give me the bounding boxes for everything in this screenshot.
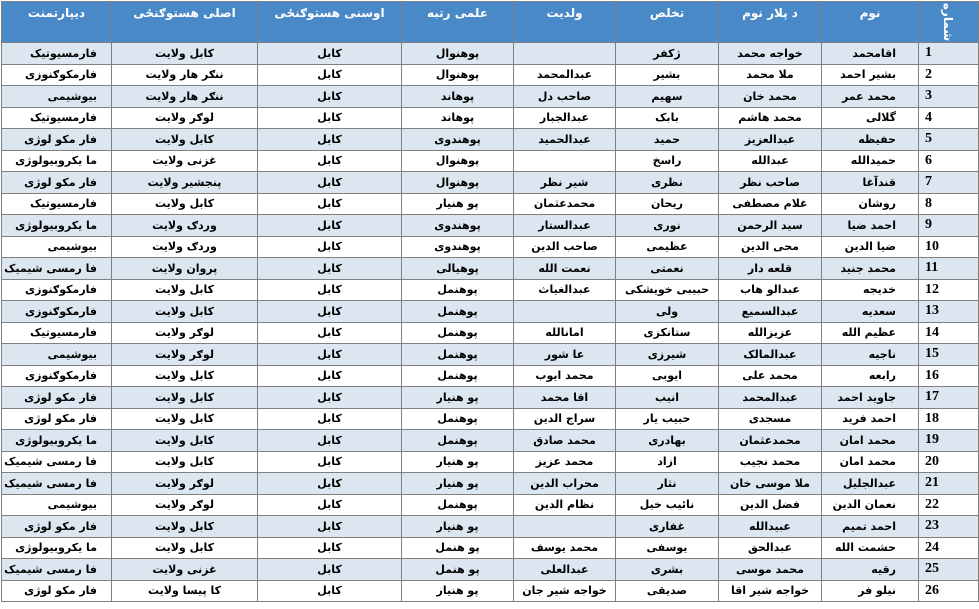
cell-father-name: عبدالمحمد (719, 387, 822, 409)
cell-pen-name: ژکفر (616, 43, 719, 65)
cell-number: 18 (919, 408, 979, 430)
cell-number: 12 (919, 279, 979, 301)
cell-name: بشیر احمد (822, 64, 919, 86)
cell-pen-name: بشیر (616, 64, 719, 86)
cell-pen-name: حمید (616, 129, 719, 151)
cell-province (514, 150, 616, 172)
cell-original-residence: کا پیسا ولایت (112, 580, 258, 602)
staff-table (1, 1, 979, 602)
table-row (2, 559, 979, 581)
cell-name: رابعه (822, 365, 919, 387)
cell-academic-rank: پوهندوی (402, 215, 514, 237)
cell-current-residence: کابل (258, 301, 402, 323)
cell-father-name: غلام مصطفی (719, 193, 822, 215)
cell-father-name: محمد موسی (719, 559, 822, 581)
cell-province: عبدالجبار (514, 107, 616, 129)
table-row (2, 451, 979, 473)
cell-pen-name: بشری (616, 559, 719, 581)
cell-original-residence: ننګر هار ولایت (112, 64, 258, 86)
table-header (2, 2, 979, 43)
cell-academic-rank: پوهنوال (402, 150, 514, 172)
cell-province: محمدعثمان (514, 193, 616, 215)
table-row (2, 193, 979, 215)
table-row (2, 537, 979, 559)
cell-academic-rank: پو هنیار (402, 387, 514, 409)
cell-province: محمد ایوب (514, 365, 616, 387)
cell-province: عبدالغیاث (514, 279, 616, 301)
cell-pen-name: شیرزی (616, 344, 719, 366)
cell-number: 21 (919, 473, 979, 495)
cell-province: عبدالعلی (514, 559, 616, 581)
cell-original-residence: کابل ولایت (112, 43, 258, 65)
cell-father-name: محمد نجیب (719, 451, 822, 473)
cell-number: 20 (919, 451, 979, 473)
cell-original-residence: کابل ولایت (112, 193, 258, 215)
cell-number: 6 (919, 150, 979, 172)
header-current-residence: اوسنی هستوګنځی (258, 2, 402, 43)
cell-department: فار مکو لوژی (2, 408, 112, 430)
cell-original-residence: پنجشیر ولایت (112, 172, 258, 194)
cell-academic-rank: پو هنیار (402, 451, 514, 473)
cell-pen-name: عظیمی (616, 236, 719, 258)
cell-academic-rank: پو هنیار (402, 193, 514, 215)
cell-father-name: محمد علی (719, 365, 822, 387)
cell-pen-name: راسخ (616, 150, 719, 172)
cell-father-name: عبدالو هاب (719, 279, 822, 301)
cell-name: محمد جنید (822, 258, 919, 280)
cell-academic-rank: پوهاند (402, 107, 514, 129)
cell-name: ضیا الدین (822, 236, 919, 258)
table-row (2, 279, 979, 301)
cell-department: بیوشیمی (2, 344, 112, 366)
cell-name: عبدالجلیل (822, 473, 919, 495)
cell-province: اقا محمد (514, 387, 616, 409)
cell-number: 26 (919, 580, 979, 602)
cell-number: 10 (919, 236, 979, 258)
cell-number: 1 (919, 43, 979, 65)
cell-academic-rank: پو هنیار (402, 473, 514, 495)
cell-original-residence: کابل ولایت (112, 537, 258, 559)
cell-name: روشان (822, 193, 919, 215)
cell-number: 2 (919, 64, 979, 86)
cell-current-residence: کابل (258, 580, 402, 602)
cell-department: فارمسیوتیک (2, 107, 112, 129)
cell-name: حفیظه (822, 129, 919, 151)
cell-current-residence: کابل (258, 43, 402, 65)
cell-department: ما یکروبیولوژی (2, 430, 112, 452)
cell-original-residence: کابل ولایت (112, 430, 258, 452)
cell-department: فارمسیوتیک (2, 43, 112, 65)
cell-academic-rank: پوهاند (402, 86, 514, 108)
cell-father-name: مسجدی (719, 408, 822, 430)
cell-name: گلالی (822, 107, 919, 129)
cell-father-name: صاحب نظر (719, 172, 822, 194)
cell-original-residence: کابل ولایت (112, 408, 258, 430)
cell-name: جاوید احمد (822, 387, 919, 409)
cell-father-name: ملا موسی خان (719, 473, 822, 495)
cell-pen-name: انیب (616, 387, 719, 409)
cell-pen-name: نثار (616, 473, 719, 495)
cell-current-residence: کابل (258, 86, 402, 108)
cell-current-residence: کابل (258, 451, 402, 473)
cell-father-name: فضل الدین (719, 494, 822, 516)
cell-province: محمد صادق (514, 430, 616, 452)
cell-academic-rank: پوهنمل (402, 494, 514, 516)
cell-pen-name: حبیبی خویشکی (616, 279, 719, 301)
cell-current-residence: کابل (258, 365, 402, 387)
cell-father-name: ملا محمد (719, 64, 822, 86)
cell-province: محراب الدین (514, 473, 616, 495)
cell-father-name: عبدالعزیز (719, 129, 822, 151)
cell-province: نظام الدین (514, 494, 616, 516)
cell-original-residence: غزنی ولایت (112, 150, 258, 172)
cell-pen-name: نعمتی (616, 258, 719, 280)
cell-current-residence: کابل (258, 150, 402, 172)
cell-number: 11 (919, 258, 979, 280)
cell-province (514, 301, 616, 323)
cell-number: 7 (919, 172, 979, 194)
cell-department: بیوشیمی (2, 236, 112, 258)
header-number-label: شماره (941, 2, 956, 42)
header-department: دیپارتمنت (2, 2, 112, 43)
cell-original-residence: کابل ولایت (112, 365, 258, 387)
table-row (2, 86, 979, 108)
cell-current-residence: کابل (258, 172, 402, 194)
cell-number: 13 (919, 301, 979, 323)
cell-academic-rank: پو هنیار (402, 516, 514, 538)
cell-current-residence: کابل (258, 236, 402, 258)
cell-original-residence: کابل ولایت (112, 129, 258, 151)
cell-current-residence: کابل (258, 279, 402, 301)
cell-number: 23 (919, 516, 979, 538)
cell-department: فا رمسی شیمیک (2, 258, 112, 280)
cell-current-residence: کابل (258, 344, 402, 366)
table-row (2, 150, 979, 172)
cell-pen-name: بابک (616, 107, 719, 129)
cell-current-residence: کابل (258, 559, 402, 581)
cell-department: فارمسیوتیک (2, 193, 112, 215)
cell-province: عبدالمحمد (514, 64, 616, 86)
cell-father-name: محمد هاشم (719, 107, 822, 129)
cell-current-residence: کابل (258, 537, 402, 559)
header-number (919, 2, 979, 43)
cell-name: حمیدالله (822, 150, 919, 172)
table-row (2, 494, 979, 516)
cell-number: 15 (919, 344, 979, 366)
cell-academic-rank: پو هنمل (402, 537, 514, 559)
cell-province: خواجه شیر جان (514, 580, 616, 602)
table-row (2, 258, 979, 280)
cell-academic-rank: پوهنمل (402, 365, 514, 387)
header-row (2, 2, 979, 43)
cell-academic-rank: پو هنیار (402, 580, 514, 602)
cell-province: شیر نظر (514, 172, 616, 194)
table-row (2, 365, 979, 387)
cell-province: صاحب دل (514, 86, 616, 108)
cell-pen-name: نوری (616, 215, 719, 237)
cell-academic-rank: پوهیالی (402, 258, 514, 280)
cell-original-residence: لوګر ولایت (112, 322, 258, 344)
cell-current-residence: کابل (258, 387, 402, 409)
cell-current-residence: کابل (258, 193, 402, 215)
cell-department: فا رمسی شیمیک (2, 473, 112, 495)
cell-father-name: عزیزالله (719, 322, 822, 344)
cell-department: بیوشیمی (2, 86, 112, 108)
cell-original-residence: لوګر ولایت (112, 494, 258, 516)
cell-father-name: عبیدالله (719, 516, 822, 538)
table-row (2, 301, 979, 323)
cell-number: 19 (919, 430, 979, 452)
cell-pen-name: نظری (616, 172, 719, 194)
table-row (2, 215, 979, 237)
cell-original-residence: پروان ولایت (112, 258, 258, 280)
header-name: نوم (822, 2, 919, 43)
cell-department: فار مکو لوژی (2, 172, 112, 194)
cell-department: فا رمسی شیمیک (2, 451, 112, 473)
cell-father-name: محمدعثمان (719, 430, 822, 452)
cell-pen-name: ریحان (616, 193, 719, 215)
table-row (2, 129, 979, 151)
cell-number: 17 (919, 387, 979, 409)
cell-current-residence: کابل (258, 430, 402, 452)
cell-current-residence: کابل (258, 408, 402, 430)
cell-name: محمد عمر (822, 86, 919, 108)
cell-name: عظیم الله (822, 322, 919, 344)
cell-pen-name: صدیقی (616, 580, 719, 602)
cell-department: فار مکو لوژی (2, 516, 112, 538)
cell-pen-name: سهیم (616, 86, 719, 108)
cell-current-residence: کابل (258, 494, 402, 516)
table-row (2, 580, 979, 602)
cell-department: ما یکروبیولوژی (2, 537, 112, 559)
cell-original-residence: کابل ولایت (112, 451, 258, 473)
cell-academic-rank: پوهنمل (402, 408, 514, 430)
cell-original-residence: لوګر ولایت (112, 344, 258, 366)
cell-original-residence: وردګ ولایت (112, 236, 258, 258)
cell-province: عا شور (514, 344, 616, 366)
cell-pen-name: حبیب یار (616, 408, 719, 430)
cell-academic-rank: پوهنمل (402, 344, 514, 366)
cell-department: فارمسیوتیک (2, 322, 112, 344)
cell-father-name: سید الرحمن (719, 215, 822, 237)
cell-current-residence: کابل (258, 516, 402, 538)
cell-department: فارمکوګنوزی (2, 365, 112, 387)
cell-name: رقیه (822, 559, 919, 581)
cell-academic-rank: پوهنمل (402, 322, 514, 344)
header-academic-rank: علمی رتبه (402, 2, 514, 43)
cell-number: 16 (919, 365, 979, 387)
cell-number: 22 (919, 494, 979, 516)
cell-academic-rank: پوهنوال (402, 172, 514, 194)
header-pen-name: تخلص (616, 2, 719, 43)
cell-name: احمد فرید (822, 408, 919, 430)
table-body (2, 43, 979, 602)
cell-original-residence: وردګ ولایت (112, 215, 258, 237)
cell-original-residence: غزنی ولایت (112, 559, 258, 581)
table-row (2, 473, 979, 495)
cell-name: احمد تمیم (822, 516, 919, 538)
cell-current-residence: کابل (258, 64, 402, 86)
cell-father-name: قلعه دار (719, 258, 822, 280)
cell-number: 25 (919, 559, 979, 581)
cell-academic-rank: پوهنمل (402, 279, 514, 301)
table-row (2, 516, 979, 538)
cell-father-name: خواجه محمد (719, 43, 822, 65)
cell-name: نعمان الدین (822, 494, 919, 516)
cell-academic-rank: پوهندوی (402, 129, 514, 151)
cell-pen-name: یوسفی (616, 537, 719, 559)
table-row (2, 430, 979, 452)
table-row (2, 344, 979, 366)
cell-number: 5 (919, 129, 979, 151)
cell-current-residence: کابل (258, 473, 402, 495)
table-row (2, 107, 979, 129)
cell-department: فار مکو لوژی (2, 387, 112, 409)
cell-name: نیلو فر (822, 580, 919, 602)
cell-original-residence: کابل ولایت (112, 301, 258, 323)
cell-pen-name: غفاری (616, 516, 719, 538)
cell-original-residence: لوګر ولایت (112, 473, 258, 495)
cell-name: احمد ضیا (822, 215, 919, 237)
cell-province (514, 43, 616, 65)
cell-department: فارمکوګنوزی (2, 301, 112, 323)
cell-department: فا رمسی شیمیک (2, 559, 112, 581)
table-row (2, 408, 979, 430)
cell-name: خدیجه (822, 279, 919, 301)
cell-pen-name: بهادری (616, 430, 719, 452)
table-row (2, 64, 979, 86)
cell-province (514, 516, 616, 538)
cell-original-residence: کابل ولایت (112, 516, 258, 538)
header-father-name: د پلار نوم (719, 2, 822, 43)
table-row (2, 172, 979, 194)
cell-original-residence: کابل ولایت (112, 387, 258, 409)
cell-number: 8 (919, 193, 979, 215)
cell-academic-rank: پوهنوال (402, 64, 514, 86)
cell-department: بیوشیمی (2, 494, 112, 516)
cell-current-residence: کابل (258, 215, 402, 237)
table-row (2, 43, 979, 65)
cell-department: فارمکوګنوزی (2, 64, 112, 86)
cell-current-residence: کابل (258, 258, 402, 280)
cell-academic-rank: پوهندوی (402, 236, 514, 258)
cell-father-name: محی الدین (719, 236, 822, 258)
cell-province: صاحب الدین (514, 236, 616, 258)
cell-pen-name: نائیب خیل (616, 494, 719, 516)
cell-father-name: عبدالمالک (719, 344, 822, 366)
table-row (2, 322, 979, 344)
header-province: ولدیت (514, 2, 616, 43)
cell-pen-name: ولی (616, 301, 719, 323)
cell-original-residence: لوګر ولایت (112, 107, 258, 129)
cell-pen-name: ستانکزی (616, 322, 719, 344)
cell-name: محمد امان (822, 451, 919, 473)
cell-name: قندآغا (822, 172, 919, 194)
cell-father-name: عبدالله (719, 150, 822, 172)
cell-province: نعمت الله (514, 258, 616, 280)
cell-name: حشمت الله (822, 537, 919, 559)
cell-father-name: عبدالسمیع (719, 301, 822, 323)
cell-number: 24 (919, 537, 979, 559)
cell-pen-name: ازاد (616, 451, 719, 473)
table-row (2, 387, 979, 409)
cell-province: سراج الدین (514, 408, 616, 430)
cell-number: 9 (919, 215, 979, 237)
cell-name: سعدیه (822, 301, 919, 323)
cell-number: 4 (919, 107, 979, 129)
cell-father-name: محمد خان (719, 86, 822, 108)
cell-current-residence: کابل (258, 107, 402, 129)
cell-academic-rank: پوهنوال (402, 43, 514, 65)
cell-name: محمد امان (822, 430, 919, 452)
cell-department: ما یکروبیولوژی (2, 215, 112, 237)
cell-province: محمد عزیز (514, 451, 616, 473)
cell-pen-name: ایوبی (616, 365, 719, 387)
cell-department: ما یکروبیولوژی (2, 150, 112, 172)
cell-father-name: عبدالحق (719, 537, 822, 559)
cell-original-residence: کابل ولایت (112, 279, 258, 301)
cell-province: امانالله (514, 322, 616, 344)
cell-academic-rank: پوهنمل (402, 301, 514, 323)
cell-name: اقامحمد (822, 43, 919, 65)
cell-name: ناجیه (822, 344, 919, 366)
cell-number: 3 (919, 86, 979, 108)
cell-academic-rank: پو هنمل (402, 559, 514, 581)
table-row (2, 236, 979, 258)
cell-department: فار مکو لوژی (2, 129, 112, 151)
cell-academic-rank: پوهنمل (402, 430, 514, 452)
cell-province: عبدالحمید (514, 129, 616, 151)
cell-department: فارمکوګنوزی (2, 279, 112, 301)
header-original-residence: اصلی هستوګنځی (112, 2, 258, 43)
cell-current-residence: کابل (258, 322, 402, 344)
cell-current-residence: کابل (258, 129, 402, 151)
cell-original-residence: ننګر هار ولایت (112, 86, 258, 108)
cell-department: فار مکو لوژی (2, 580, 112, 602)
cell-number: 14 (919, 322, 979, 344)
cell-father-name: خواجه شیر اقا (719, 580, 822, 602)
cell-province: عبدالستار (514, 215, 616, 237)
cell-province: محمد یوسف (514, 537, 616, 559)
